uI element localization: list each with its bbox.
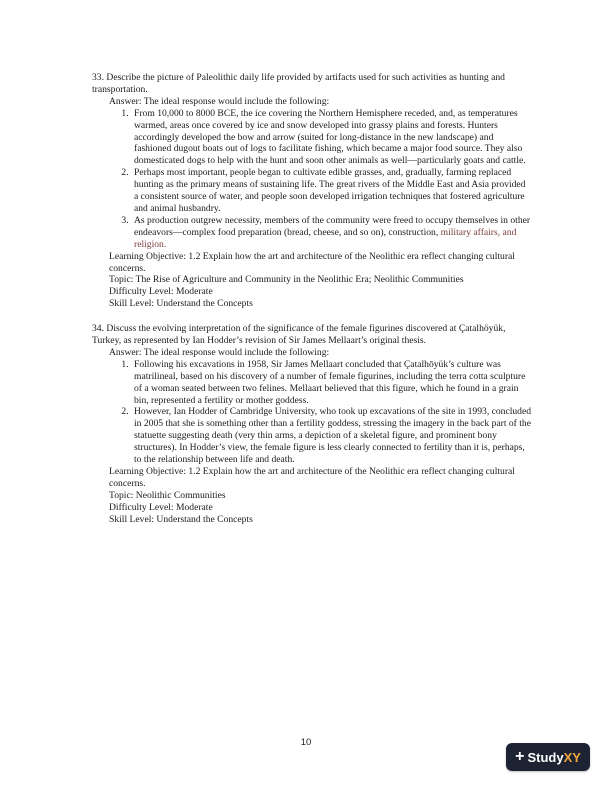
question-spacer (92, 310, 532, 323)
question-33-answer-item-2: 2. Perhaps most important, people began to cultivate edible grasses, and, gradually, farming replaced hunting as the primary means of sustaining life. The great rivers of the Middle East and Asia provided a consistent source of water, and people soon developed irrigation techniques that fostered agriculture and animal husbandry. (131, 167, 532, 215)
question-34-topic: Topic: Neolithic Communities (109, 489, 226, 501)
question-33-answer-item-3 (131, 215, 532, 251)
question-33-answer-item-3-text: As production outgrew necessity, members of the community were freed to occupy themselves in other endeavors—complex food preparation (bread, cheese, and so on), construction, (134, 214, 531, 238)
question-33-answer-item-1: 1. From 10,000 to 8000 BCE, the ice covering the Northern Hemisphere receded, and, as temperatures warmed, areas once covered by ice and snow developed into grassy plains and forests. Hunters accordingly developed the bow and arrow (suited for long-distance in the new landscape) and fashioned dugout boats out of logs to facilitate fishing, which became a major food source. They also domesticated dogs to help with the hunt and soon other animals as well—particularly goats and cattle. (131, 108, 532, 168)
question-33-answer-list (92, 108, 532, 251)
question-34-answer-item-1: 1. Following his excavations in 1958, Sir James Mellaart concluded that Çatalhōyük’s culture was matrilineal, based on his discovery of a number of female figurines, including the terra cotta sculpture of a woman seated between two felines. Mellaart believed that this figure, which he found in a grain bin, represented a fertility or mother goddess. (131, 359, 532, 407)
question-33-text: 33. Describe the picture of Paleolithic daily life provided by artifacts used for such activities as hunting and transportation. (92, 72, 505, 95)
question-34-skill: Skill Level: Understand the Concepts (109, 513, 253, 525)
badge-brand-text: Study (527, 749, 564, 765)
question-34-answer-item-2: 2. However, Ian Hodder of Cambridge University, who took up excavations of the site in 1993, concluded in 2005 that she is something other than a fertility goddess, stressing the imagery in the back part of the statuette suggesting death (very thin arms, a depiction of a skeletal figure, and prominent bony structures). In Hodder’s view, the female figure is less clearly connected to fertility than it is, perhaps, to the relationship between life and death. (131, 406, 532, 466)
question-33-topic: Topic: The Rise of Agriculture and Community in the Neolithic Era; Neolithic Communities (109, 274, 464, 286)
question-34 (92, 323, 532, 525)
question-34-text: 34. Discuss the evolving interpretation of the significance of the female figurines discovered at Çatalhöyük, Turkey, as represented by Ian Hodder’s revision of Sir James Mellaart’s original thesis. (92, 323, 506, 347)
badge-brand-accent: XY (563, 749, 581, 765)
question-33-difficulty: Difficulty Level: Moderate (109, 286, 213, 298)
question-34-answer-intro: Answer: The ideal response would include the following: (109, 346, 330, 358)
document-body (92, 72, 532, 526)
question-33-skill: Skill Level: Understand the Concepts (109, 298, 253, 310)
question-33-learning-objective: Learning Objective: 1.2 Explain how the art and architecture of the Neolithic era reflect changing cultural concerns. (109, 250, 515, 274)
question-34-learning-objective: Learning Objective: 1.2 Explain how the art and architecture of the Neolithic era reflect changing cultural concerns. (109, 466, 515, 489)
question-33-answer-item-3-highlight: military affairs, and religion. (134, 226, 517, 250)
question-33 (92, 72, 532, 310)
studyxy-badge[interactable] (506, 743, 590, 771)
question-33-answer-intro: Answer: The ideal response would include the following: (109, 95, 330, 107)
question-34-difficulty: Difficulty Level: Moderate (109, 501, 213, 513)
page-number: 10 (300, 737, 312, 748)
plus-icon: + (515, 748, 525, 765)
question-34-answer-list (92, 359, 532, 466)
